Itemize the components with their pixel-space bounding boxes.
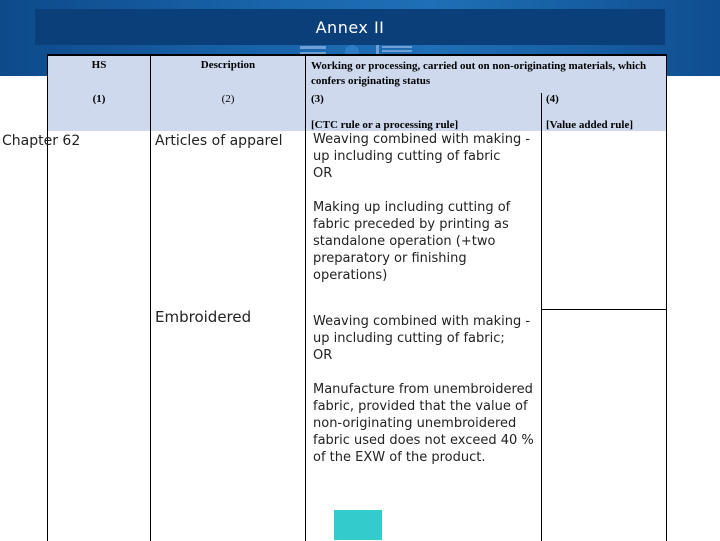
row-value-added-cell: [542, 131, 667, 309]
header-row-rules: [48, 111, 667, 131]
processing-rule-2: Making up including cutting of fabric preceded by printing as standalone operation (+two preparatory or finishing operations): [313, 200, 511, 283]
embroidered-value-added-cell: [542, 309, 667, 541]
embroidered-or: OR: [313, 348, 333, 363]
page-title: Annex II: [35, 9, 665, 45]
header-row-numbers: [48, 93, 667, 111]
embroidered-description-text: Embroidered: [155, 308, 252, 326]
row-description-text: Articles of apparel: [155, 133, 283, 149]
teal-block-decoration: [334, 510, 382, 540]
embroidered-rule-2: Manufacture from unembroidered fabric, provided that the value of non-originating unembroidered fabric used does not exceed 40 % of the EXW of the product.: [313, 382, 534, 465]
header-ctc-rule: [CTC rule or a processing rule]: [306, 111, 542, 131]
embroidered-description-cell: [151, 309, 306, 541]
header-hs: HS: [48, 55, 151, 93]
processing-or-1: OR: [313, 166, 333, 181]
header-description: Description: [151, 55, 306, 93]
processing-rule-1: Weaving combined with making -up including cutting of fabric: [313, 132, 531, 164]
header-hs-number: (1): [48, 93, 151, 111]
header-row-titles: [48, 55, 667, 93]
row-hs-text: Chapter 62: [2, 133, 81, 149]
row-processing-cell: [306, 131, 542, 309]
embroidered-rule-1: Weaving combined with making -up including cutting of fabric;: [313, 314, 531, 346]
header-processing: Working or processing, carried out on non-originating materials, which confers originating status: [306, 55, 667, 93]
header-value-added-rule: [Value added rule]: [542, 111, 667, 131]
embroidered-processing-cell: [306, 309, 542, 541]
table-row-embroidered: [48, 309, 667, 541]
row-description-cell: [151, 131, 306, 309]
table-row-chapter-62: [48, 131, 667, 309]
header-processing-number: (3): [306, 93, 542, 111]
header-description-number: (2): [151, 93, 306, 111]
header-value-added-number: (4): [542, 93, 667, 111]
annex-table: [2, 54, 667, 541]
row-hs-cell: [2, 131, 151, 309]
